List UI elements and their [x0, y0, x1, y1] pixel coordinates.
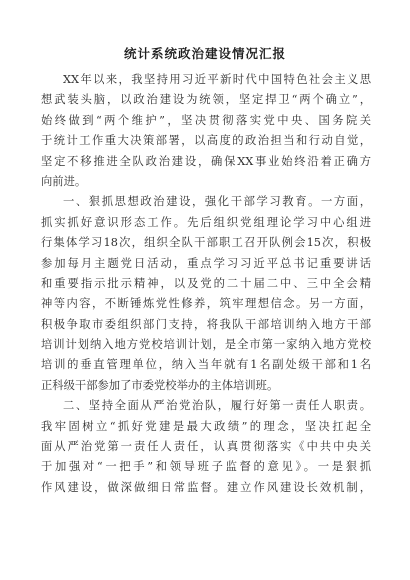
text-line: 行集体学习18次，组织全队干部职工召开队例会15次，积极 [41, 236, 371, 250]
text-line: 于统计工作重大决策部署，以高度的政治担当和行动自觉， [41, 134, 371, 148]
text-line: 坚定不移推进全队政治建设，确保XX事业始终沿着正确方 [41, 154, 371, 168]
text-line: 和重要指示批示精神，以及党的二十届二中、三中全会精 [41, 276, 371, 290]
text-line: 想武装头脑，以政治建设为统领，坚定捍卫“两个确立”， [41, 93, 371, 107]
text-line: 一、狠抓思想政治建设，强化干部学习教育。一方面， [63, 195, 371, 209]
text-line: 向前进。 [41, 174, 87, 188]
text-line: 二、坚持全面从严治党治队，履行好第一责任人职责。 [63, 399, 371, 413]
text-line: 神等内容，不断锤炼党性修养，筑牢理想信念。另一方面， [41, 297, 371, 311]
text-line: 面从严治党第一责任人责任，认真贯彻落实《中共中央关 [41, 440, 371, 454]
text-line: 参加每月主题党日活动，重点学习习近平总书记重要讲话 [41, 256, 371, 270]
text-line: 始终做到“两个维护”，坚决贯彻落实党中央、国务院关 [41, 113, 371, 127]
text-line: 作风建设，做深做细日常监督。建立作风建设长效机制， [41, 480, 371, 494]
text-line: XX年以来，我坚持用习近平新时代中国特色社会主义思 [63, 73, 371, 86]
text-line: 培训的垂直管理单位，纳入当年就有1名副处级干部和1名 [41, 358, 371, 372]
document-title: 统计系统政治建设情况汇报 [123, 46, 286, 61]
text-line: 正科级干部参加了市委党校举办的主体培训班。 [41, 378, 279, 392]
text-line: 抓实抓好意识形态工作。先后组织党组理论学习中心组进 [41, 215, 371, 229]
text-line: 于加强对“一把手”和领导班子监督的意见》。一是狠抓 [41, 460, 371, 474]
text-line: 培训计划纳入地方党校培训计划，是全市第一家纳入地方党校 [41, 338, 371, 352]
text-line: 我牢固树立“抓好党建是最大政绩”的理念，坚决扛起全 [41, 419, 371, 433]
text-line: 积极争取市委组织部门支持，将我队干部培训纳入地方干部 [41, 317, 371, 331]
document-body [41, 70, 371, 498]
